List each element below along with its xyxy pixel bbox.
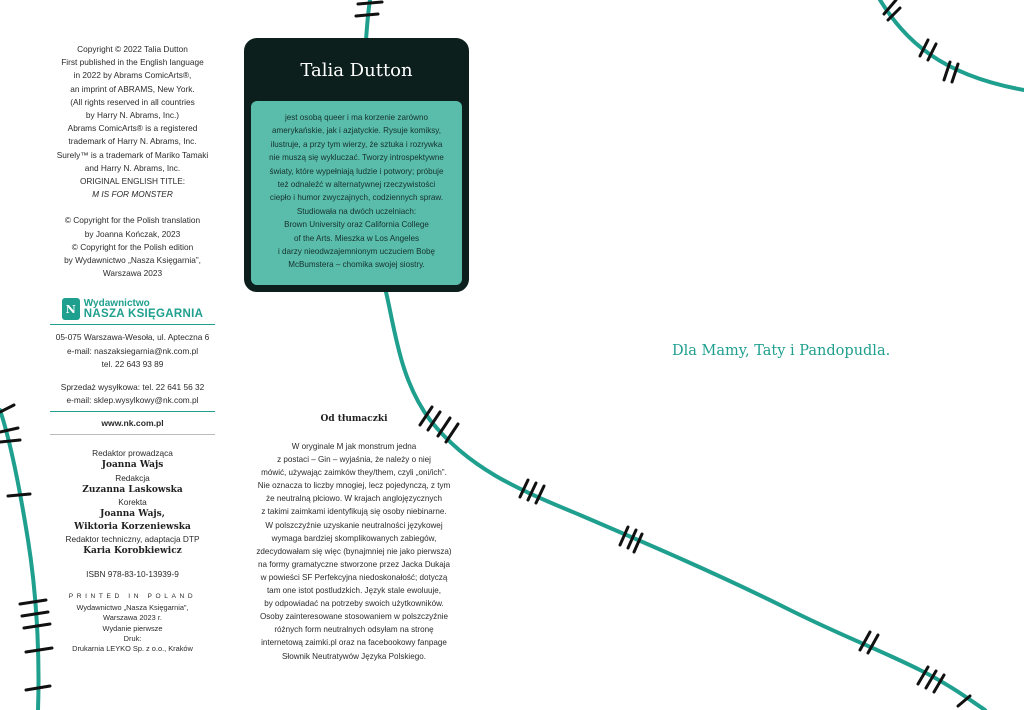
copyright-line: trademark of Harry N. Abrams, Inc.	[68, 136, 197, 147]
copyright-line: an imprint of ABRAMS, New York.	[70, 83, 195, 94]
translation-line: © Copyright for the Polish translation	[64, 215, 201, 226]
author-name: Talia Dutton	[300, 60, 413, 81]
copyright-line: (All rights reserved in all countries	[70, 96, 195, 107]
sales-line: e-mail: sklep.wysylkowy@nk.com.pl	[66, 395, 199, 406]
note-line: W polszczyźnie uzyskanie neutralności językowej	[265, 520, 443, 530]
credit-name: Joanna Wajs,	[100, 509, 165, 520]
bio-line: McBumstera – chomika swojej siostry.	[288, 260, 425, 270]
copyright-line: by Harry N. Abrams, Inc.)	[85, 110, 180, 121]
translation-line: © Copyright for the Polish edition	[71, 241, 194, 252]
address-line: e-mail: naszaksiegarnia@nk.com.pl	[66, 345, 199, 356]
address-line: 05-075 Warszawa-Wesoła, ul. Apteczna 6	[55, 332, 210, 343]
note-line: W oryginale M jak monstrum jedna	[291, 442, 417, 451]
copyright-line: Surely™ is a trademark of Mariko Tamaki	[56, 149, 209, 160]
thread-left	[0, 410, 39, 710]
note-line: wymaga bardziej skomplikowanych zabiegów,	[271, 533, 437, 543]
divider	[50, 324, 215, 325]
author-card	[244, 38, 469, 292]
note-line: by odpowiadać na potrzeby swoich użytkowników.	[264, 599, 444, 609]
copyright-line: and Harry N. Abrams, Inc.	[84, 162, 181, 173]
imprint-column	[50, 43, 215, 654]
copyright-line: First published in the English language	[61, 57, 204, 68]
bio-line: też odnaleźć w alternatywnej rzeczywistości	[277, 180, 436, 190]
publisher-logo-icon: N	[62, 298, 80, 320]
bio-line: i darzy nieodwzajemnionym uczuciem Bobę	[277, 247, 435, 257]
bio-line: nie muszą się wykluczać. Tworzy introspektywne	[269, 153, 444, 163]
translation-line: by Wydawnictwo „Nasza Księgarnia”,	[64, 255, 201, 266]
bio-line: of the Arts. Mieszka w Los Angeles	[293, 233, 420, 243]
note-line: Słownik Neutratywów Języka Polskiego.	[282, 651, 426, 661]
note-line: w powieści SF Perfekcyjna niedoskonałość; dotyczą	[260, 572, 448, 582]
credit-role: Redakcja	[115, 472, 150, 483]
website-link[interactable]: www.nk.com.pl	[101, 418, 164, 429]
credit-name: Joanna Wajs	[101, 460, 164, 471]
copyright-line: Copyright © 2022 Talia Dutton	[77, 44, 188, 54]
translation-line: by Joanna Kończak, 2023	[84, 228, 181, 239]
divider	[50, 434, 215, 435]
print-line: Drukarnia LEYKO Sp. z o.o., Kraków	[72, 643, 193, 653]
logo-line-2: NASZA KSIĘGARNIA	[83, 308, 204, 321]
note-line: mówić, używając zaimków they/them, czyli „oni/ich”.	[261, 468, 447, 478]
thread-top	[366, 0, 370, 40]
note-line: internetową zaimki.pl oraz na facebookowy fanpage	[261, 638, 447, 648]
copyright-line: Abrams ComicArts® is a registered	[67, 123, 198, 134]
bio-line: Studiowała na dwóch uczelniach:	[296, 206, 417, 216]
note-line: z postaci – Gin – wyjaśnia, że należy o niej	[277, 455, 431, 465]
note-line: Osoby zainteresowane stosowaniem w polszczyźnie	[259, 612, 449, 622]
logo-line-1: Wydawnictwo	[83, 298, 150, 310]
author-bio	[251, 101, 462, 285]
sales-line: Sprzedaż wysyłkowa: tel. 22 641 56 32	[60, 382, 205, 393]
print-line: Wydanie pierwsze	[102, 623, 163, 633]
divider	[50, 411, 215, 412]
address-line: tel. 22 643 93 89	[101, 358, 164, 369]
note-line: że neutralną płciowo. W krajach anglojęzycznych	[266, 494, 442, 504]
printed-in: PRINTED IN POLAND	[68, 593, 197, 601]
credit-role: Redaktor prowadząca	[92, 448, 173, 459]
note-line: z takimi zaimkami identyfikują się osoby niebinarne.	[261, 507, 447, 517]
note-line: różnych form neutralnych odsyłam na stronę	[274, 625, 434, 635]
credit-name: Zuzanna Laskowska	[82, 484, 183, 495]
credit-role: Redaktor techniczny, adaptacja DTP	[65, 534, 200, 545]
publisher-logo	[50, 298, 215, 320]
credit-name: Wiktoria Korzeniewska	[74, 521, 191, 532]
original-title: M IS FOR MONSTER	[92, 189, 173, 200]
print-line: Druk:	[123, 633, 142, 643]
bio-line: Brown University oraz California College	[284, 220, 429, 230]
bio-line: ciepło i humor zwyczajnych, codziennych spraw.	[269, 193, 444, 203]
note-title: Od tłumaczki	[320, 414, 388, 424]
translation-line: Warszawa 2023	[102, 268, 163, 279]
note-line: na formy gramatyczne stworzone przez Jacka Dukaja	[257, 559, 451, 569]
bio-line: jest osobą queer i ma korzenie zarówno	[284, 113, 429, 122]
copyright-line: ORIGINAL ENGLISH TITLE:	[79, 176, 186, 187]
bio-line: amerykańskie, jak i azjatyckie. Rysuje komiksy,	[272, 126, 441, 136]
dedication: Dla Mamy, Taty i Pandopudla.	[672, 343, 891, 359]
note-line: tam one istot postludzkich. Język stale ewoluuje,	[266, 586, 442, 596]
credit-role: Korekta	[118, 497, 147, 508]
credit-name: Karia Korobkiewicz	[83, 546, 182, 557]
isbn: ISBN 978-83-10-13939-9	[86, 568, 179, 579]
note-line: zdecydowałam się więc (bynajmniej nie jako pierwsza)	[256, 546, 452, 556]
print-line: Wydawnictwo „Nasza Księgarnia”,	[76, 603, 189, 613]
note-line: Nie oznacza to liczby mnogiej, lecz pojedynczą, z tym	[257, 481, 451, 491]
translator-note	[244, 414, 464, 663]
copyright-line: in 2022 by Abrams ComicArts®,	[73, 70, 192, 81]
bio-line: ilustruje, a przy tym wierzy, że sztuka i rozrywka	[270, 139, 443, 149]
print-line: Warszawa 2023 r.	[103, 613, 162, 623]
thread-top-right	[880, 0, 1024, 90]
bio-line: światy, które wypełniają ludzie i potwory; próbuje	[269, 166, 444, 176]
